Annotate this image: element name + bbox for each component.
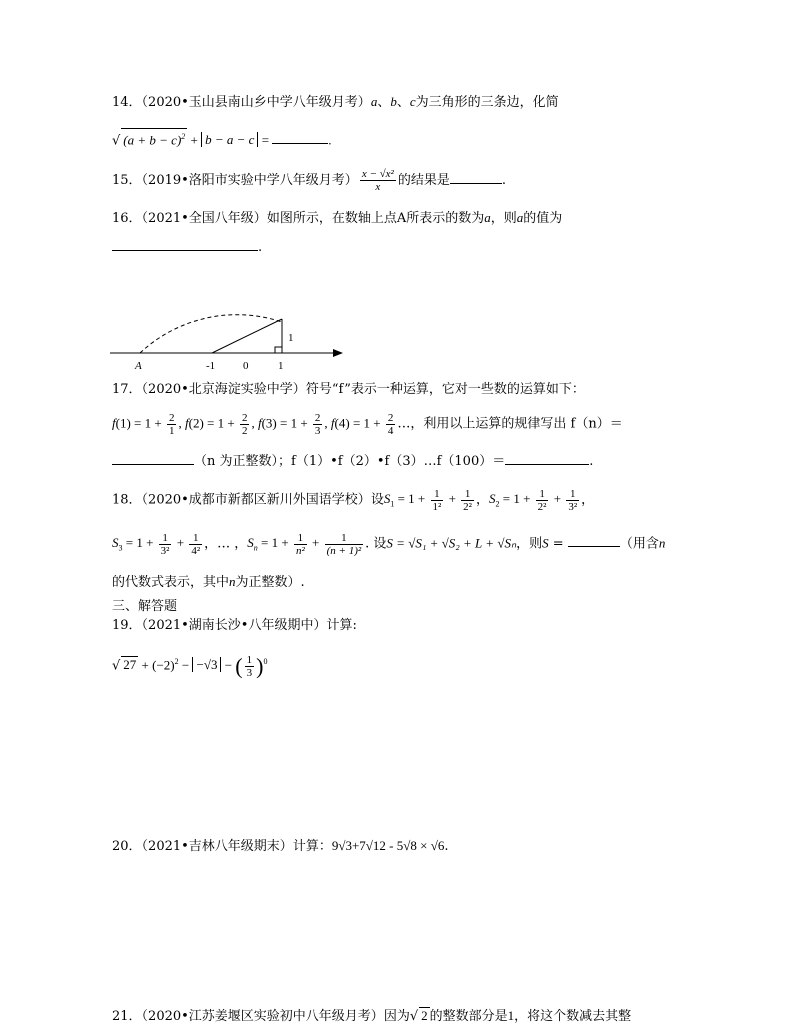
question-16-blank-line: . <box>112 238 262 258</box>
right-angle-mark <box>275 347 282 353</box>
question-21: 21．（2020•江苏姜堰区实验初中八年级月考）因为√ 2 的整数部分是1，将这个数减去其整 <box>112 1008 632 1024</box>
section-heading: 三、解答题 <box>112 599 178 614</box>
question-15: 15．（2019•洛阳市实验中学八年级月考） $\frac{\text{x − √x²}}{x}$ 的结果是 . <box>112 168 506 193</box>
s1-formula: $S_1 = 1$ + $\frac{1}{\text{1²}}$ + $\frac{1}{\text{2²}}$ <box>383 488 472 513</box>
question-number: 15． <box>112 173 142 188</box>
s3-formula: $S_3 = 1$ + $\frac{1}{\text{3²}}$ + $\frac{1}{\text{4²}}$ <box>112 532 201 557</box>
var-a: a <box>370 94 378 109</box>
absolute-value: b − a − c <box>201 132 258 147</box>
question-20: 20．（2021•吉林八年级期末）计算：9√3+7√12 - 5√8 × √6. <box>112 838 449 854</box>
question-14-expression: √ $(a + b - c)^2 + b - a - c$ = . <box>112 128 332 151</box>
point-a-label: A <box>135 360 142 372</box>
sum-expression: S = √S₁ + √S₂ + L + √Sₙ <box>386 535 517 551</box>
question-number: 16． <box>112 211 142 226</box>
height-label: 1 <box>288 332 294 344</box>
question-text: 为三角形的三条边，化简 <box>415 95 559 110</box>
question-source: （2021•吉林八年级期末） <box>141 839 293 854</box>
arc <box>140 315 282 353</box>
tick-minus-one: -1 <box>206 360 216 372</box>
question-number: 14． <box>112 95 142 110</box>
question-source: （2021•全国八年级） <box>141 211 267 226</box>
answer-blank <box>450 171 502 184</box>
var-c: c <box>409 94 416 109</box>
expression: 9√3+7√12 - 5√8 × √6 <box>331 838 445 853</box>
axis-arrow <box>333 349 343 357</box>
question-number: 17． <box>112 382 142 397</box>
answer-blank <box>112 452 194 465</box>
question-16: 16．（2021•全国八年级）如图所示，在数轴上点A所表示的数为a，则a的值为 <box>112 210 563 226</box>
question-17-formula: f(1) = 1 + $\frac{2}{1}$ , f(2) = 1 + $\frac{2}{2}$ , f(3) = 1 + $\frac{2}{3}$ , f(4) = 1 + $\frac{2}{4}$ …，利用以上运算的规律写出 f（n）＝ <box>112 412 623 437</box>
question-17-line-3: （n 为正整数）；f（1）•f（2）•f（3）…f（100）＝ . <box>112 452 593 472</box>
sn-formula: $S_n = 1$ + $\frac{1}{\text{n²}}$ + $\frac{1}{\text{(n + 1)²}}$ <box>247 532 362 557</box>
question-source: （2020•江苏姜堰区实验初中八年级月考） <box>141 1009 384 1024</box>
question-17: 17．（2020•北京海淀实验中学）符号“f”表示一种运算，它对一些数的运算如下： <box>112 382 585 397</box>
question-source: （2020•玉山县南山乡中学八年级月考） <box>141 95 371 110</box>
question-source: （2020•成都市新都区新川外国语学校） <box>141 492 371 508</box>
question-19-expression: √ $27 + (-2)^2 - -√3$ − ( $\frac{1}{3}$ )$^0$ <box>112 653 268 679</box>
question-text: 的结果是 <box>397 173 450 188</box>
question-18: 18．（2020•成都市新都区新川外国语学校）设$S_1 = 1$ + $\frac{1}{\text{1²}}$ + $\frac{1}{\text{2²}}$ ，$S_2 = 1$ + $\frac{1}{\text{2²}}$ + $\frac{1}{\text{3²}}$ ， <box>112 488 595 513</box>
question-number: 19． <box>112 618 142 633</box>
number-line-diagram <box>105 255 355 380</box>
tick-one: 1 <box>278 360 284 372</box>
question-number: 20． <box>112 839 142 854</box>
question-18-line-2: $S_3 = 1$ + $\frac{1}{\text{3²}}$ + $\frac{1}{\text{4²}}$ ，… ，$S_n = 1$ + $\frac{1}{\text{n²}}$ + $\frac{1}{\text{(n + 1)²}}$ . 设S = √S₁ + √S₂ + L + √Sₙ，则S = （用含n <box>112 532 666 557</box>
fraction: $\frac{\text{x − √x²}}{x}$ <box>361 168 394 193</box>
answer-blank <box>272 131 328 144</box>
question-19: 19．（2021•湖南长沙•八年级期中）计算: <box>112 618 357 633</box>
answer-blank <box>568 534 620 547</box>
question-source: （2019•洛阳市实验中学八年级月考） <box>141 173 358 188</box>
question-source: （2021•湖南长沙•八年级期中） <box>141 618 327 633</box>
tick-zero: 0 <box>243 360 249 372</box>
radical-sign: √ <box>112 133 121 149</box>
hypotenuse <box>212 319 282 353</box>
question-number: 21． <box>112 1009 142 1024</box>
question-18-line-3: 的代数式表示，其中n为正整数）. <box>112 574 305 590</box>
question-number: 18． <box>112 492 142 508</box>
s2-formula: $S_2 = 1$ + $\frac{1}{\text{2²}}$ + $\frac{1}{\text{3²}}$ <box>488 488 578 513</box>
answer-blank <box>505 452 589 465</box>
question-14: 14．（2020•玉山县南山乡中学八年级月考）a、b、c为三角形的三条边，化简 <box>112 94 559 110</box>
answer-blank <box>112 238 258 251</box>
question-source: （2020•北京海淀实验中学） <box>141 382 306 397</box>
var-b: b <box>390 94 397 109</box>
